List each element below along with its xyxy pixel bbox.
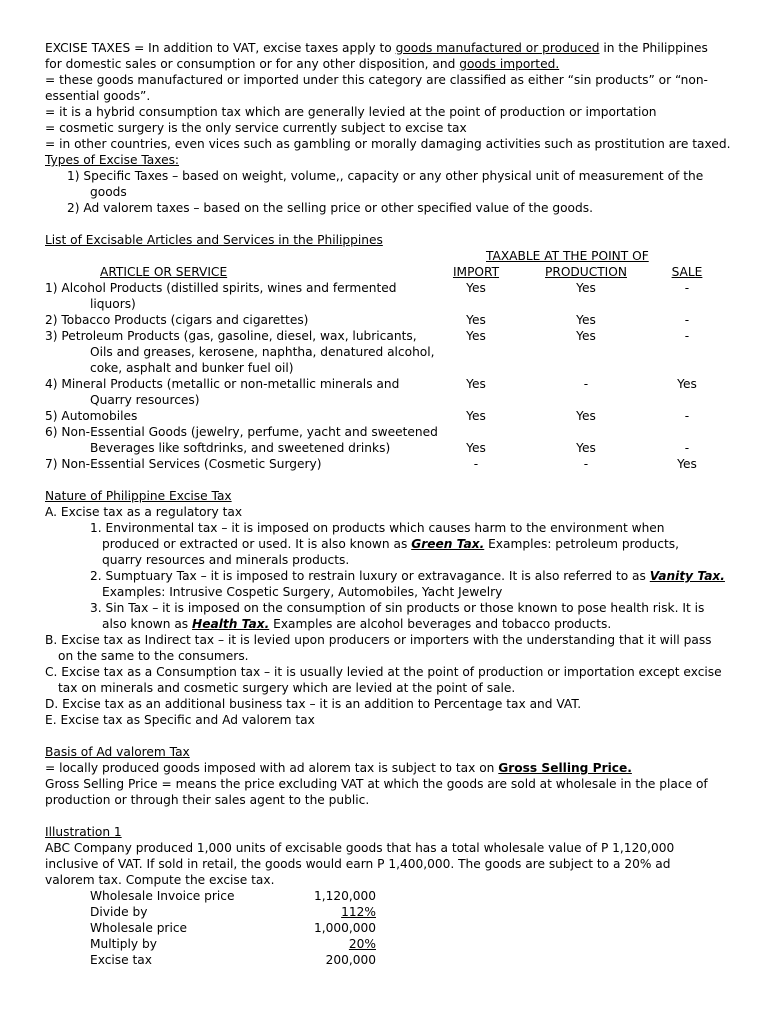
- intro-underlined-text: goods imported.: [459, 57, 560, 71]
- calc-label: Divide by: [90, 905, 148, 919]
- table-cell-production: Yes: [576, 409, 596, 423]
- calc-label: Wholesale Invoice price: [90, 889, 235, 903]
- illustration-line: valorem tax. Compute the excise tax.: [45, 873, 275, 887]
- table-row-article: 5) Automobiles: [45, 409, 138, 423]
- calc-value: 200,000: [325, 953, 376, 967]
- nature-item-b: B. Excise tax as Indirect tax – it is levied upon producers or importers with the understanding that it will pass: [45, 633, 712, 647]
- nature-item-c: C. Excise tax as a Consumption tax – it is usually levied at the point of production or importation except excise: [45, 665, 722, 679]
- nature-a3-line: 3. Sin Tax – it is imposed on the consumption of sin products or those known to pose health risk. It is: [90, 601, 705, 615]
- table-row-article: 6) Non-Essential Goods (jewelry, perfume, yacht and sweetened: [45, 425, 438, 439]
- col-article: ARTICLE OR SERVICE: [100, 265, 228, 279]
- col-import: IMPORT: [452, 265, 500, 279]
- basis-line: Gross Selling Price = means the price excluding VAT at which the goods are sold at wholesale in the place of: [45, 777, 708, 791]
- nature-item-d: D. Excise tax as an additional business tax – it is an addition to Percentage tax and VAT.: [45, 697, 582, 711]
- list-heading: List of Excisable Articles and Services in the Philippines: [45, 233, 383, 247]
- nature-a2-line: [90, 568, 768, 584]
- nature-heading: Nature of Philippine Excise Tax: [45, 489, 232, 503]
- intro-text: in the Philippines: [599, 41, 708, 55]
- table-row-article: 3) Petroleum Products (gas, gasoline, diesel, wax, lubricants,: [45, 329, 417, 343]
- table-cell-sale: -: [684, 313, 690, 327]
- types-heading: Types of Excise Taxes:: [45, 153, 180, 167]
- nature-text: Examples are alcohol beverages and tobacco products.: [269, 617, 612, 631]
- nature-text: Examples: petroleum products,: [484, 537, 679, 551]
- basis-text: = locally produced goods imposed with ad alorem tax is subject to tax on: [45, 761, 499, 775]
- table-cell-sale: -: [684, 409, 690, 423]
- table-cell-sale: Yes: [677, 377, 697, 391]
- taxable-header: TAXABLE AT THE POINT OF: [486, 249, 649, 263]
- vanity-tax-term: Vanity Tax.: [649, 569, 725, 583]
- types-item: 2) Ad valorem taxes – based on the selling price or other specified value of the goods.: [67, 201, 593, 215]
- table-cell-production: Yes: [576, 329, 596, 343]
- nature-text: 2. Sumptuary Tax – it is imposed to restrain luxury or extravagance. It is also referred to as: [90, 569, 650, 583]
- health-tax-term: Health Tax.: [192, 617, 270, 631]
- intro-line-1: [45, 40, 725, 56]
- table-row-article: 4) Mineral Products (metallic or non-metallic minerals and: [45, 377, 400, 391]
- nature-item-e: E. Excise tax as Specific and Ad valorem tax: [45, 713, 315, 727]
- gross-selling-price-term: Gross Selling Price.: [498, 761, 632, 775]
- nature-item-a: A. Excise tax as a regulatory tax: [45, 505, 243, 519]
- table-cell-import: Yes: [466, 329, 486, 343]
- intro-text: for domestic sales or consumption or for any other disposition, and: [45, 57, 460, 71]
- table-cell-import: Yes: [466, 377, 486, 391]
- calc-value: 1,120,000: [313, 889, 376, 903]
- basis-line: production or through their sales agent to the public.: [45, 793, 370, 807]
- table-row-article: 1) Alcohol Products (distilled spirits, wines and fermented: [45, 281, 397, 295]
- table-cell-import: -: [473, 457, 479, 471]
- types-item: 1) Specific Taxes – based on weight, volume,, capacity or any other physical unit of measurement of the: [67, 169, 704, 183]
- calc-value: 112%: [341, 905, 376, 919]
- table-cell-import: Yes: [466, 281, 486, 295]
- nature-a1-line: quarry resources and minerals products.: [102, 553, 350, 567]
- intro-line-2: [45, 56, 725, 72]
- table-row-article-cont: Quarry resources): [90, 393, 200, 407]
- intro-text: EXCISE TAXES = In addition to VAT, excise taxes apply to: [45, 41, 396, 55]
- calc-label: Excise tax: [90, 953, 152, 967]
- table-cell-production: Yes: [576, 281, 596, 295]
- intro-paragraph: = it is a hybrid consumption tax which are generally levied at the point of production or importation: [45, 105, 657, 119]
- intro-paragraph: essential goods”.: [45, 89, 151, 103]
- table-cell-import: Yes: [466, 441, 486, 455]
- nature-item-c-cont: tax on minerals and cosmetic surgery which are levied at the point of sale.: [58, 681, 516, 695]
- green-tax-term: Green Tax.: [411, 537, 485, 551]
- table-row-article: 7) Non-Essential Services (Cosmetic Surgery): [45, 457, 322, 471]
- nature-a3-line: [102, 616, 768, 632]
- nature-text: also known as: [102, 617, 193, 631]
- table-cell-production: Yes: [576, 441, 596, 455]
- table-cell-sale: Yes: [677, 457, 697, 471]
- table-cell-import: Yes: [466, 313, 486, 327]
- basis-line: [45, 760, 725, 776]
- table-row-article-cont: Beverages like softdrinks, and sweetened drinks): [90, 441, 391, 455]
- nature-a1-line: 1. Environmental tax – it is imposed on products which causes harm to the environment when: [90, 521, 665, 535]
- table-cell-production: -: [583, 457, 589, 471]
- intro-paragraph: = these goods manufactured or imported under this category are classified as either “sin products” or “non-: [45, 73, 708, 87]
- table-row-article-cont: coke, asphalt and bunker fuel oil): [90, 361, 294, 375]
- nature-a2-line: Examples: Intrusive Cospetic Surgery, Automobiles, Yacht Jewelry: [102, 585, 503, 599]
- col-sale: SALE: [671, 265, 703, 279]
- table-row-article: 2) Tobacco Products (cigars and cigarettes): [45, 313, 309, 327]
- table-row-article-cont: Oils and greases, kerosene, naphtha, denatured alcohol,: [90, 345, 435, 359]
- calc-value: 1,000,000: [313, 921, 376, 935]
- calc-value: 20%: [348, 937, 376, 951]
- intro-underlined-text: goods manufactured or produced: [395, 41, 600, 55]
- illustration-line: inclusive of VAT. If sold in retail, the goods would earn P 1,400,000. The goods are subject to a 20% ad: [45, 857, 671, 871]
- table-cell-sale: -: [684, 329, 690, 343]
- illustration-heading: Illustration 1: [45, 825, 122, 839]
- table-cell-production: Yes: [576, 313, 596, 327]
- col-production: PRODUCTION: [545, 265, 627, 279]
- intro-paragraph: = in other countries, even vices such as gambling or morally damaging activities such as prostitution are taxed.: [45, 137, 731, 151]
- nature-text: produced or extracted or used. It is also known as: [102, 537, 412, 551]
- table-cell-sale: -: [684, 441, 690, 455]
- table-cell-import: Yes: [466, 409, 486, 423]
- calc-label: Wholesale price: [90, 921, 188, 935]
- types-item: goods: [90, 185, 127, 199]
- illustration-line: ABC Company produced 1,000 units of excisable goods that has a total wholesale value of P 1,120,000: [45, 841, 675, 855]
- table-cell-production: -: [583, 377, 589, 391]
- intro-paragraph: = cosmetic surgery is the only service currently subject to excise tax: [45, 121, 467, 135]
- nature-a1-line: [102, 536, 768, 552]
- basis-heading: Basis of Ad valorem Tax: [45, 745, 190, 759]
- nature-item-b-cont: on the same to the consumers.: [58, 649, 249, 663]
- table-row-article-cont: liquors): [90, 297, 136, 311]
- calc-label: Multiply by: [90, 937, 157, 951]
- table-cell-sale: -: [684, 281, 690, 295]
